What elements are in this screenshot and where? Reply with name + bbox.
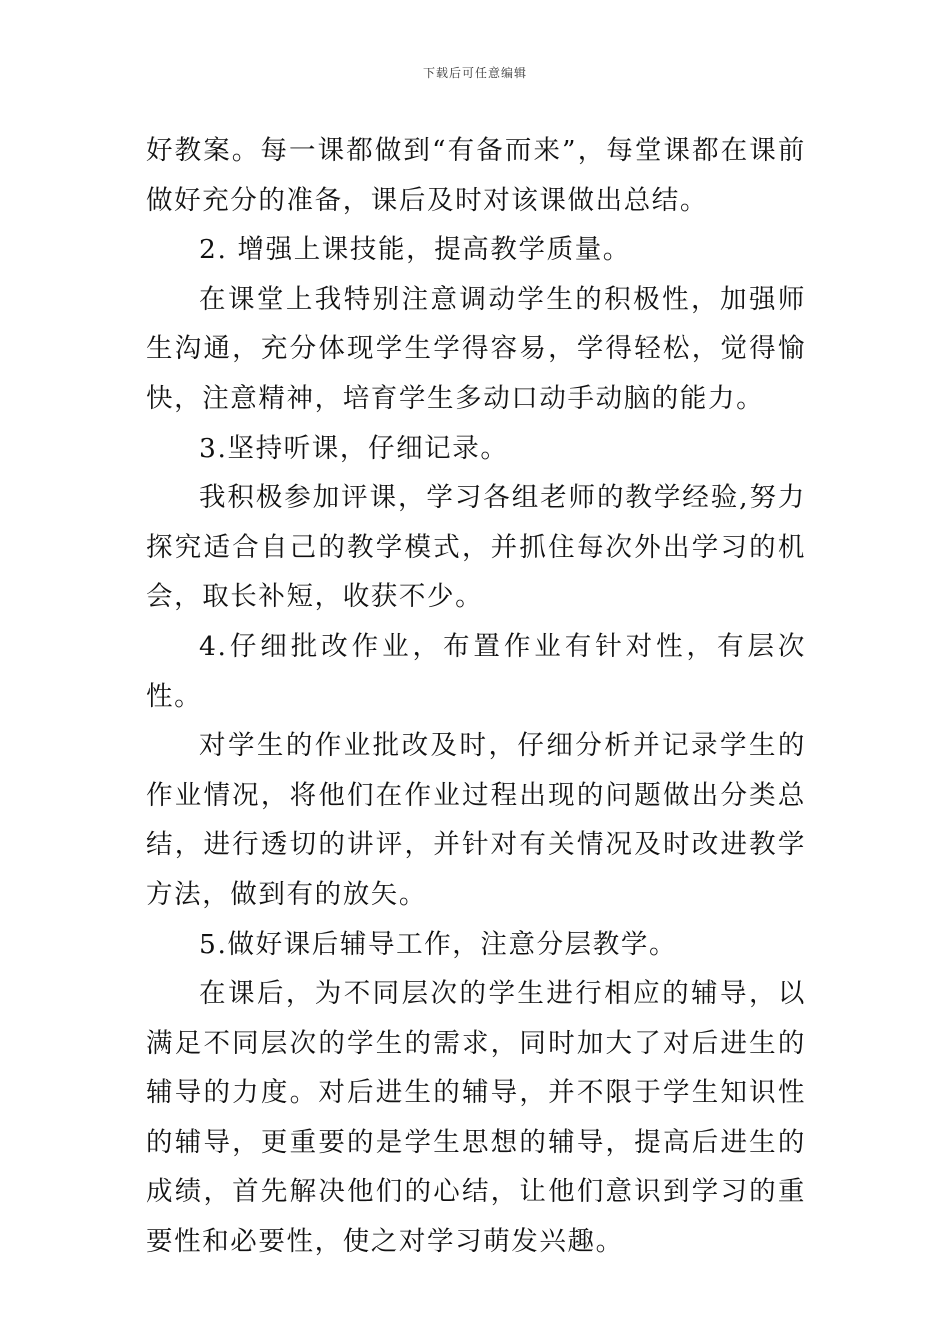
paragraph-homework: 对学生的作业批改及时，仔细分析并记录学生的作业情况，将他们在作业过程出现的问题做出分类总结，进行透切的讲评，并针对有关情况及时改进教学方法，做到有的放矢。 xyxy=(146,730,806,910)
paragraph-continuation: 好教案。每一课都做到“有备而来”，每堂课都在课前做好充分的准备，课后及时对该课做出总结。 xyxy=(146,135,806,216)
paragraph-classroom: 在课堂上我特别注意调动学生的积极性，加强师生沟通，充分体现学生学得容易，学得轻松，觉得愉快，注意精神，培育学生多动口动手动脑的能力。 xyxy=(146,283,806,414)
paragraph-tutoring: 在课后，为不同层次的学生进行相应的辅导，以满足不同层次的学生的需求，同时加大了对后进生的辅导的力度。对后进生的辅导，并不限于学生知识性的辅导，更重要的是学生思想的辅导，提高后进生的成绩，首先解决他们的心结，让他们意识到学习的重要性和必要性，使之对学习萌发兴趣。 xyxy=(146,978,806,1258)
section-heading-4: 4.仔细批改作业，布置作业有针对性，有层次性。 xyxy=(146,630,806,712)
paragraph-lesson-review: 我积极参加评课，学习各组老师的教学经验,努力探究适合自己的教学模式，并抓住每次外出学习的机会，取长补短，收获不少。 xyxy=(146,482,806,613)
document-body xyxy=(146,126,806,1267)
section-heading-5: 5.做好课后辅导工作，注意分层教学。 xyxy=(199,928,678,960)
section-heading-2: 2. 增强上课技能，提高教学质量。 xyxy=(199,234,631,266)
section-heading-3: 3.坚持听课，仔细记录。 xyxy=(199,432,509,464)
page-header-note: 下载后可任意编辑 xyxy=(422,66,527,80)
